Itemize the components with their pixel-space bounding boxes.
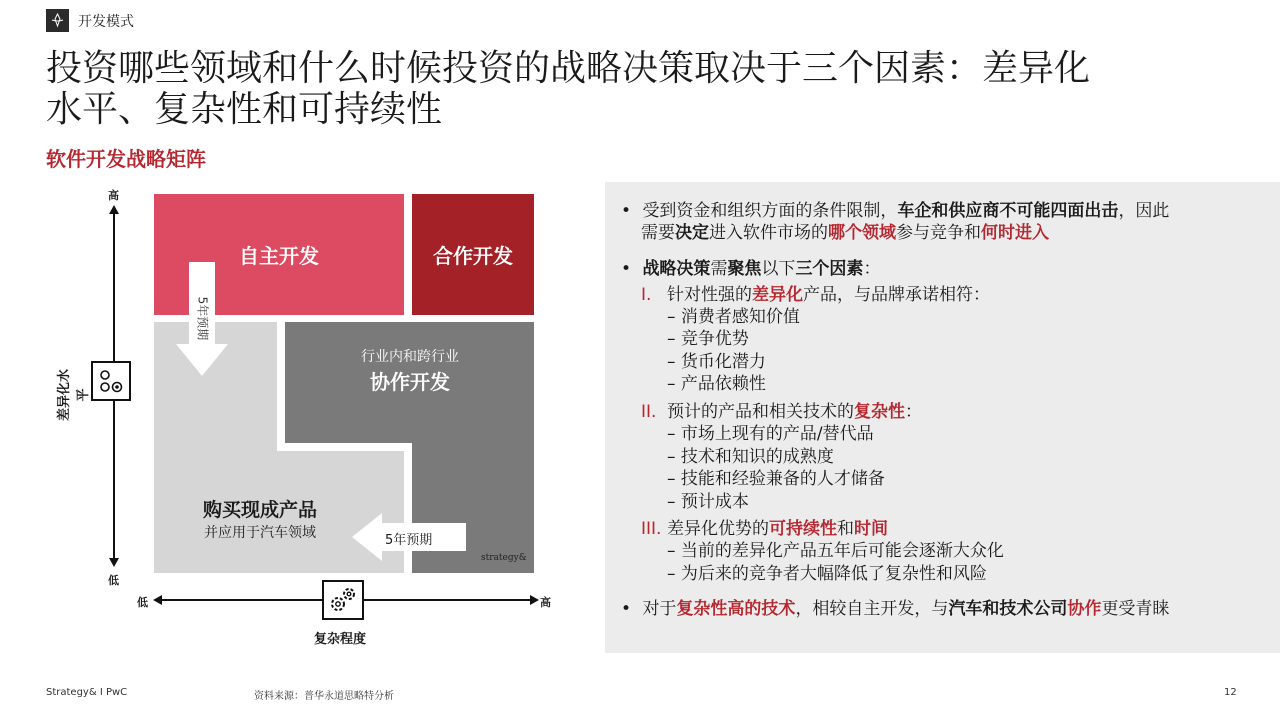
bullet-2	[621, 258, 880, 280]
buy-product-text	[154, 488, 366, 548]
bullet-dot: •	[621, 201, 637, 221]
text: 车企和供应商不可能四面出击	[897, 201, 1119, 221]
text: 针对性强的	[667, 285, 752, 305]
footer-brand: Strategy& I PwC	[46, 687, 128, 698]
text: 差异化	[752, 285, 803, 305]
factor-i-sub-1: – 消费者感知价值	[667, 307, 800, 327]
y-axis-label: 差异化水平	[57, 369, 91, 422]
y-axis-low: 低	[108, 574, 119, 587]
factor-ii-sub-3: – 技能和经验兼备的人才储备	[667, 469, 885, 489]
factor-i-sub-2: – 竞争优势	[667, 329, 749, 349]
text: 聚焦	[727, 259, 762, 279]
text: 复杂性高的技术	[676, 599, 796, 619]
text: 进入软件市场的	[709, 223, 828, 243]
text: ：	[905, 402, 922, 422]
factor-iii-sub-1: – 当前的差异化产品五年后可能会逐渐大众化	[667, 541, 1004, 561]
x-axis-low: 低	[137, 596, 148, 609]
numeral: III.	[641, 519, 662, 539]
collab-develop-text	[290, 340, 530, 400]
bullet-1-line-2	[641, 222, 1049, 244]
text: ：	[863, 259, 881, 279]
complexity-icon	[322, 580, 364, 620]
buy-product-label: 购买现成产品	[202, 498, 317, 521]
strategy-watermark: strategy&	[481, 553, 527, 563]
bullet-1-line-1	[621, 200, 1169, 222]
footer-source: 资料来源：普华永道思略特分析	[254, 691, 394, 702]
leaf-icon	[50, 13, 65, 28]
pwc-logo	[46, 9, 69, 32]
factor-ii-sub-4: – 预计成本	[667, 492, 749, 512]
x-axis-high: 高	[540, 596, 551, 609]
text: 受到资金和组织方面的条件限制，	[642, 201, 898, 221]
text: 哪个领域	[828, 223, 896, 243]
title-line-1: 投资哪些领域和什么时候投资的战略决策取决于三个因素：差异化	[46, 48, 1091, 89]
text: ，相较自主开发，与	[795, 599, 949, 619]
collab-develop-label: 协作开发	[370, 369, 450, 394]
page-title	[46, 48, 1246, 130]
text: 战略决策	[642, 259, 711, 279]
text: 以下	[761, 259, 796, 279]
factor-iii	[641, 518, 888, 540]
y-axis-high: 高	[108, 189, 119, 202]
text: 汽车和技术公司	[948, 599, 1068, 619]
self-develop-label: 自主开发	[239, 244, 319, 268]
factor-ii-sub-1: – 市场上现有的产品/替代品	[667, 424, 874, 444]
text: 和	[837, 519, 854, 539]
text: 决定	[675, 223, 709, 243]
factor-iii-sub-2: – 为后来的竞争者大幅降低了复杂性和风险	[667, 564, 987, 584]
chart-subtitle: 软件开发战略矩阵	[46, 147, 206, 171]
text: 更受青睐	[1101, 599, 1170, 619]
text: ，因此	[1118, 201, 1170, 221]
numeral: I.	[641, 285, 652, 305]
text: 协作	[1067, 599, 1102, 619]
separator	[277, 443, 412, 451]
text: 需	[710, 259, 728, 279]
text: 三个因素	[795, 259, 864, 279]
bullet-3	[621, 598, 1169, 620]
text: 何时进入	[981, 223, 1049, 243]
differentiation-icon	[91, 361, 131, 401]
text: 可持续性	[769, 519, 837, 539]
text: 预计的产品和相关技术的	[667, 402, 854, 422]
factor-i	[641, 284, 990, 306]
collab-develop-small: 行业内和跨行业	[361, 348, 459, 365]
text: 复杂性	[854, 402, 905, 422]
text: 需要	[641, 223, 675, 243]
partner-develop-box	[412, 194, 534, 315]
text: 时间	[854, 519, 888, 539]
text: 对于	[642, 599, 677, 619]
numeral: II.	[641, 402, 657, 422]
x-axis-label: 复杂程度	[314, 632, 367, 647]
buy-product-small: 并应用于汽车领域	[204, 524, 316, 541]
text: 差异化优势的	[667, 519, 769, 539]
partner-develop-label: 合作开发	[433, 244, 513, 268]
title-line-2: 水平、复杂性和可持续性	[46, 89, 443, 130]
section-label: 开发模式	[78, 14, 134, 30]
page-number: 12	[1224, 687, 1237, 698]
bullet-dot: •	[621, 599, 637, 619]
arrow-down-label: 5年预期	[195, 296, 210, 341]
bullet-dot: •	[621, 259, 637, 279]
text: 参与竞争和	[896, 223, 981, 243]
factor-ii-sub-2: – 技术和知识的成熟度	[667, 447, 834, 467]
text: 产品，与品牌承诺相符：	[803, 285, 990, 305]
factor-i-sub-3: – 货币化潜力	[667, 352, 766, 372]
factor-ii	[641, 401, 922, 423]
factor-i-sub-4: – 产品依赖性	[667, 374, 766, 394]
arrow-left-label: 5年预期	[385, 533, 433, 548]
separator	[277, 322, 285, 451]
